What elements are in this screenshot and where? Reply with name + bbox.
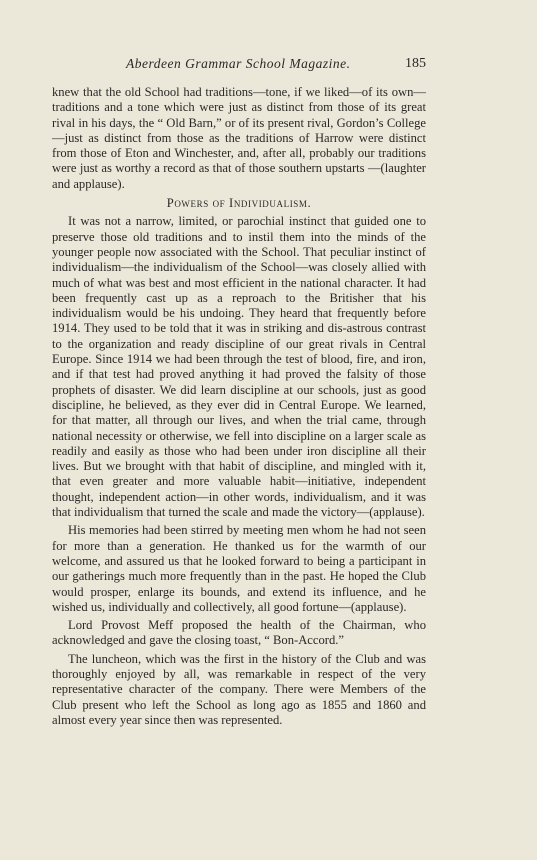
paragraph-individualism: It was not a narrow, limited, or parochial instinct that guided one to preserve those old traditions and to instil them into the minds of the younger people now associated with the School. That peculiar instinct of individualism—the individualism of the School—was closely allied with much of what was best and most efficient in the national character. It had been frequently cast up as a reproach to the Britisher that his individualism would be his undoing. They heard that frequently before 1914. They used to be told that it was in striking and dis-astrous contrast to the organization and ready discipline of our great rivals in Central Europe. Since 1914 we had been through the test of blood, fire, and iron, and if that test had proved anything it had proved the falsity of those prophets of disaster. We did learn discipline at our schools, just as good discipline, he believed, as they ever did in Central Europe. We learned, for that matter, all through our lives, and when the trial came, through national necessity or otherwise, we fell into discipline on a larger scale as readily and easily as those who had been under iron discipline all their lives. But we brought with that habit of discipline, and mingled with it, that even greater and more valuable habit—initiative, independent thought, independent action—in other words, individualism, and it was that individualism that turned the scale and made the victory—(applause). bbox=[52, 214, 426, 520]
running-head bbox=[52, 56, 426, 76]
page-number: 185 bbox=[405, 56, 426, 71]
paragraph-traditions: knew that the old School had traditions—tone, if we liked—of its own—traditions and a tone which were just as distinct from those of its great rival in his days, the “ Old Barn,” or of its present rival, Gordon’s College—just as distinct from those as the traditions of Harrow were distinct from those of Eton and Winchester, and, after all, probably our traditions were just as worthy a record as that of those southern upstarts —(laughter and applause). bbox=[52, 85, 426, 191]
paragraph-luncheon: The luncheon, which was the first in the history of the Club and was thoroughly enjoyed by all, was remarkable in respect of the very representative character of the company. There were Members of the Club present who left the School as long ago as 1855 and 1860 and almost every year since then was represented. bbox=[52, 651, 426, 727]
paragraph-memories: His memories had been stirred by meeting men whom he had not seen for more than a generation. He thanked us for the warmth of our welcome, and assured us that he looked forward to being a participant in our gatherings much more frequently than in the past. He hoped the Club would prosper, enlarge its bounds, and extend its influence, and he wished us, individually and collectively, all good fortune—(applause). bbox=[52, 523, 426, 614]
section-heading: Powers of Individualism. bbox=[166, 196, 312, 211]
article-body bbox=[52, 85, 426, 728]
paragraph-toast: Lord Provost Meff proposed the health of the Chairman, who acknowledged and gave the closing toast, “ Bon-Accord.” bbox=[52, 618, 426, 648]
journal-title: Aberdeen Grammar School Magazine. bbox=[126, 56, 351, 71]
